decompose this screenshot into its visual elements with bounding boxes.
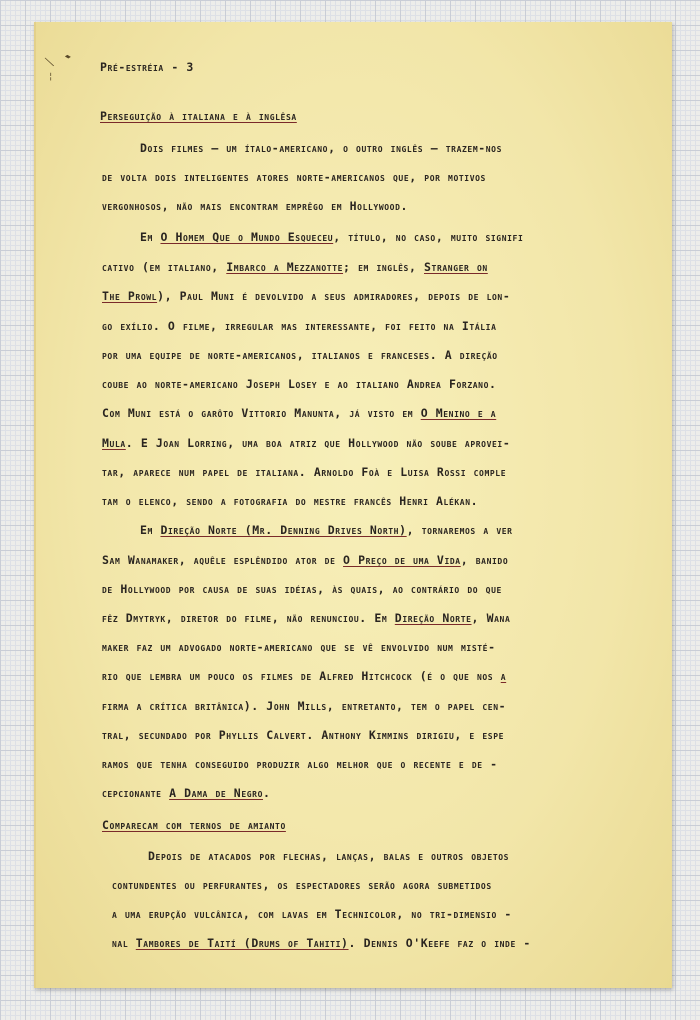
text-line: maker faz um advogado norte-americano que se vê envolvido num misté- <box>102 640 496 654</box>
film-title: Tambores de Taití (Drums of Tahiti) <box>135 936 349 950</box>
section-heading: Comparecam com ternos de amianto <box>102 818 286 832</box>
text-line: Sam Wanamaker, aquêle esplêndido ator de O Preço de uma Vida, banido <box>102 553 509 567</box>
text-line: Mula. E Joan Lorring, uma boa atriz que Hollywood não soube aprovei- <box>102 436 511 450</box>
text-line: Com Muni está o garôto Vittorio Manunta, já visto em O Menino e a <box>102 406 497 420</box>
staple-mark: ¦ <box>48 72 54 82</box>
film-title: A Dama de Negro <box>169 786 263 800</box>
text-line: de Hollywood por causa de suas idéias, às quais, ao contrário do que <box>102 582 502 596</box>
text-line: coube ao norte-americano Joseph Losey e ao italiano Andrea Forzano. <box>102 377 497 391</box>
staple-mark: ▰ <box>62 51 73 63</box>
text-line: a uma erupção vulcânica, com lavas em Technicolor, no tri-dimensio - <box>112 907 512 921</box>
text-line: tar, aparece num papel de italiana. Arnoldo Foà e Luisa Rossi comple <box>102 465 507 479</box>
text-line: vergonhosos, não mais encontram emprêgo em Hollywood. <box>102 199 409 213</box>
section-heading: Perseguição à italiana e à inglêsa <box>100 109 297 123</box>
text-line: contundentes ou perfurantes, os espectadores serão agora submetidos <box>112 878 492 892</box>
text-line: cepcionante A Dama de Negro. <box>102 786 271 800</box>
text-line: de volta dois inteligentes atores norte-americanos que, por motivos <box>102 170 486 184</box>
film-title: O Homem Que o Mundo Esqueceu <box>160 230 334 244</box>
text-line: Dois filmes — um ítalo-americano, o outro inglês — trazem-nos <box>140 141 503 155</box>
text-line: por uma equipe de norte-americanos, italianos e franceses. A direção <box>102 348 498 362</box>
film-title: The Prowl <box>102 289 158 303</box>
typed-page <box>34 22 672 988</box>
text-line: Depois de atacados por flechas, lanças, balas e outros objetos <box>148 849 510 863</box>
text-line: firma a crítica britânica). John Mills, entretanto, tem o papel cen- <box>102 699 507 713</box>
film-title: Stranger on <box>424 260 488 274</box>
text-line: tam o elenco, sendo a fotografia do mestre francês Henri Alékan. <box>102 494 479 508</box>
film-title: Direção Norte (Mr. Denning Drives North) <box>160 523 407 537</box>
text-line: go exílio. O filme, irregular mas interessante, foi feito na Itália <box>102 319 497 333</box>
text-line: cativo (em italiano, Imbarco a Mezzanotte; em inglês, Stranger on <box>102 260 488 274</box>
film-title: O Preço de uma Vida <box>343 553 461 567</box>
text-line: rio que lembra um pouco os filmes de Alfred Hitchcock (é o que nos a <box>102 669 507 683</box>
text-line: Em O Homem Que o Mundo Esqueceu, título, no caso, muito signifi <box>140 230 524 244</box>
text-line: ramos que tenha conseguido produzir algo melhor que o recente e de - <box>102 757 498 771</box>
text-line: nal Tambores de Taití (Drums of Tahiti). Dennis O'Keefe faz o inde - <box>112 936 531 950</box>
staple-mark: ╲ <box>45 57 54 69</box>
film-title: Imbarco a Mezzanotte <box>226 260 344 274</box>
film-title: Direção Norte <box>394 611 472 625</box>
page-header: Pré-estréia - 3 <box>100 60 194 74</box>
text-line: fêz Dmytryk, diretor do filme, não renunciou. Em Direção Norte, Wana <box>102 611 511 625</box>
film-title: Mula <box>102 436 126 450</box>
text-line: The Prowl), Paul Muni é devolvido a seus admiradores, depois de lon- <box>102 289 511 303</box>
text-line: Em Direção Norte (Mr. Denning Drives North), tornaremos a ver <box>140 523 513 537</box>
text-line: tral, secundado por Phyllis Calvert. Anthony Kimmins dirigiu, e espe <box>102 728 505 742</box>
film-title: O Menino e a <box>420 406 497 420</box>
